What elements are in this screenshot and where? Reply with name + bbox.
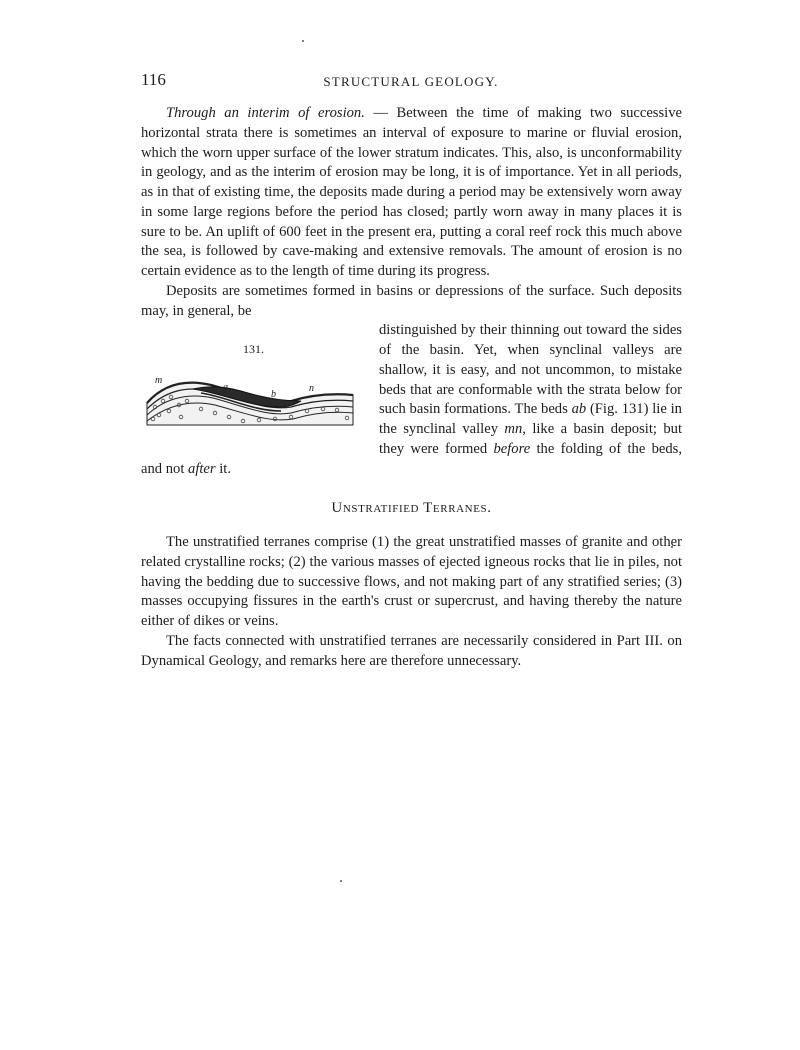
paragraph-body: , like a basin deposit; but they were formed [379,421,683,457]
beds-ab-reference [572,401,587,417]
italic-ab: ab [571,401,587,418]
paragraph-lead-in: Through an interim of erosion. [166,105,365,121]
running-title: STRUCTURAL GEOLOGY. [323,74,499,89]
paragraph-erosion [141,104,682,282]
italic-mn: mn [504,421,523,437]
figure-reference: (Fig. 131) lie in the synclinal valley [379,401,682,437]
figure-label-n: n [309,383,314,395]
paragraph-unstratified: The unstratified terranes comprise (1) the great unstratified masses of granite and other related crystalline rocks; (2) the various masses of ejected igneous rocks that lie in piles, not having the bedding due to successive flows, and not making part of any stratified series; (3) masses occupying fissures in the earth's crust or supercrust, and having thereby the nature either of dikes or veins. [141,534,682,629]
italic-after: after [188,460,216,477]
section-heading: Unstratified Terranes. [331,500,492,517]
paragraph-basins-wrapped [141,321,682,479]
paragraph-body: Deposits are sometimes formed in basins or depressions of the surface. Such deposits may, in general, be [141,282,682,319]
figure-label-a: a [223,382,228,394]
paragraph-body: it. [215,460,232,477]
figure-label-m: m [155,375,163,387]
paragraph-body: the folding of the beds, and not [141,440,682,477]
figure-131 [141,323,371,451]
paragraph-body-continued: distinguished by their thinning out toward the sides of the basin. Yet, when synclinal valleys are shallow, it is easy, and not uncommon, to mistake beds that are conformable with the strata below for such basin formations. The beds [379,322,682,418]
page-number: 116 [141,70,166,89]
page-header [141,70,681,92]
print-speck [302,40,304,42]
paragraph-body: — Between the time of making two successive horizontal strata there is sometimes an interval of exposure to marine or fluvial erosion, which the worn upper surface of the lower stratum indicates. This, also, is unconformability in geology, and as the interim of erosion may be long, it is of importance. Yet in all periods, as in that of existing time, the deposits made during a period may be extensively worn away in some large regions before the period has closed; partly worn away in many places it is sure to be. An uplift of 600 feet in the present era, putting a coral reef rock this much above the sea, is followed by cave-making and extensive removals. The amount of erosion is no certain evidence as to the length of time during its progress. [141,105,682,279]
paragraph-remarks: The facts connected with unstratified terranes are necessarily considered in Part III. on Dynamical Geology, and remarks here are therefore unnecessary. [141,632,682,669]
paragraph-basins [141,282,682,322]
figure-label-b: b [271,389,276,401]
body-text [141,104,682,671]
print-speck [340,880,342,882]
figure-number: 131. [243,342,264,357]
italic-before: before [493,440,531,457]
